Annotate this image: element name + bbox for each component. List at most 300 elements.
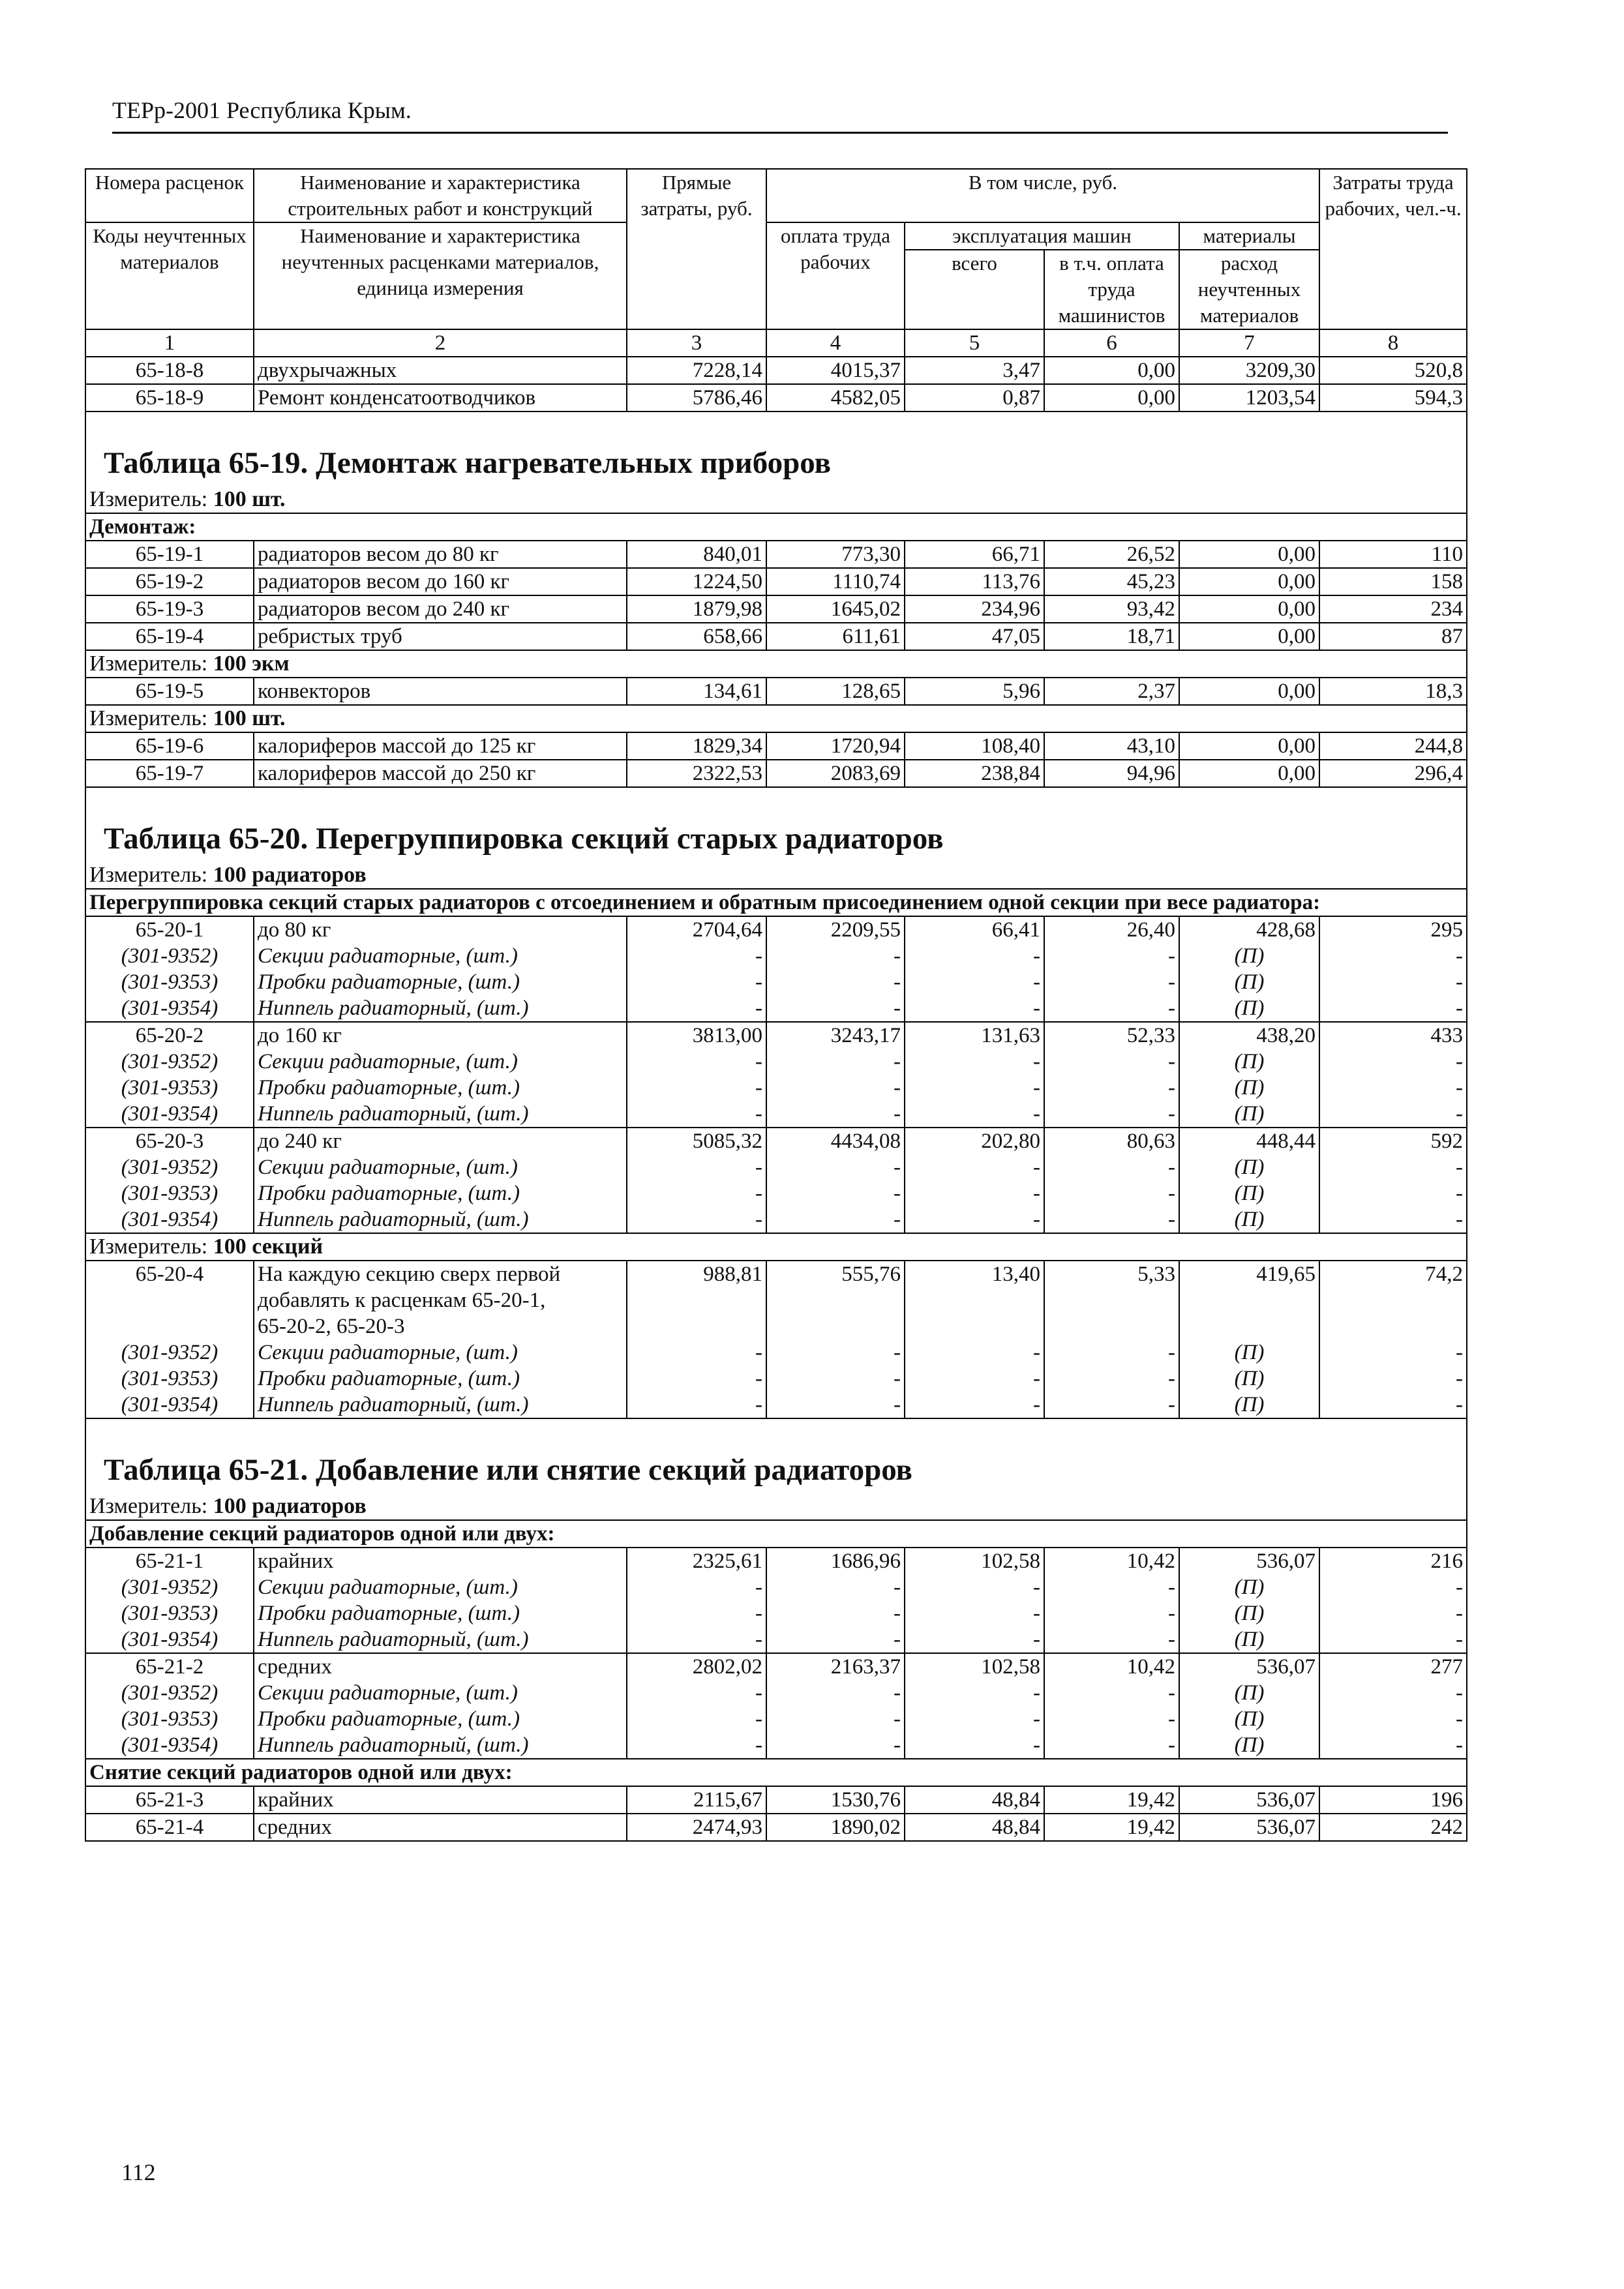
dash-value: - <box>766 1180 905 1206</box>
rate-value: 773,30 <box>766 541 905 568</box>
material-code: (301-9352) <box>85 1049 254 1075</box>
rate-value: 19,42 <box>1044 1814 1179 1841</box>
material-row <box>85 1075 1467 1101</box>
dash-value: - <box>766 1732 905 1759</box>
rate-value: 10,42 <box>1044 1548 1179 1574</box>
rate-name: ребристых труб <box>254 623 627 650</box>
dash-value: - <box>1319 1206 1467 1233</box>
dash-value: - <box>1319 1732 1467 1759</box>
page-number: 112 <box>121 2159 156 2185</box>
material-mark: (П) <box>1179 1680 1319 1706</box>
material-mark: (П) <box>1179 1154 1319 1180</box>
rate-value: 94,96 <box>1044 760 1179 787</box>
material-name: Пробки радиаторные, (шт.) <box>254 969 627 995</box>
rate-name: крайних <box>254 1786 627 1814</box>
rate-value: 2083,69 <box>766 760 905 787</box>
rate-value: 0,00 <box>1179 568 1319 595</box>
dash-value: - <box>905 1680 1044 1706</box>
rate-value: 216 <box>1319 1548 1467 1574</box>
rate-value: 295 <box>1319 916 1467 943</box>
dash-value: - <box>905 1626 1044 1653</box>
rate-value: 5786,46 <box>627 384 766 411</box>
dash-value: - <box>1044 1392 1179 1418</box>
dash-value: - <box>766 943 905 969</box>
machines-header: эксплуатация машин <box>905 222 1179 250</box>
rates-table <box>85 168 1467 1842</box>
material-code: (301-9352) <box>85 1680 254 1706</box>
rate-value: 0,00 <box>1044 384 1179 411</box>
rate-value: 5085,32 <box>627 1128 766 1154</box>
material-row <box>85 1154 1467 1180</box>
rate-value: 2163,37 <box>766 1653 905 1680</box>
dash-value: - <box>1044 1574 1179 1600</box>
rate-value: 234,96 <box>905 595 1044 623</box>
dash-value: - <box>1319 1706 1467 1732</box>
rate-value: 428,68 <box>1179 916 1319 943</box>
material-row <box>85 943 1467 969</box>
material-name: Секции радиаторные, (шт.) <box>254 1339 627 1366</box>
material-code: (301-9353) <box>85 1366 254 1392</box>
measure-label: Измеритель: <box>89 863 208 887</box>
rate-name: конвекторов <box>254 678 627 705</box>
rate-value: 48,84 <box>905 1786 1044 1814</box>
material-row <box>85 995 1467 1022</box>
rate-value: 102,58 <box>905 1653 1044 1680</box>
rate-value: 110 <box>1319 541 1467 568</box>
rate-value: 26,40 <box>1044 916 1179 943</box>
rate-value: 5,96 <box>905 678 1044 705</box>
material-name: Ниппель радиаторный, (шт.) <box>254 1206 627 1233</box>
rate-value: 1645,02 <box>766 595 905 623</box>
material-code: (301-9352) <box>85 1339 254 1366</box>
dash-value: - <box>1044 1366 1179 1392</box>
rate-value: 658,66 <box>627 623 766 650</box>
dash-value: - <box>1044 995 1179 1022</box>
measure-value: 100 шт. <box>213 487 286 511</box>
measure-label: Измеритель: <box>89 1494 208 1518</box>
measure-row <box>85 862 1467 889</box>
dash-value: - <box>1319 1366 1467 1392</box>
rate-name <box>254 1261 627 1339</box>
dash-value: - <box>766 995 905 1022</box>
measure-value: 100 секций <box>213 1234 323 1259</box>
rate-value: 102,58 <box>905 1548 1044 1574</box>
dash-value: - <box>905 1706 1044 1732</box>
material-row <box>85 969 1467 995</box>
rate-name: средних <box>254 1814 627 1841</box>
material-code: (301-9353) <box>85 969 254 995</box>
dash-value: - <box>627 995 766 1022</box>
rate-value: 158 <box>1319 568 1467 595</box>
table-row <box>85 1814 1467 1841</box>
material-code: (301-9354) <box>85 1206 254 1233</box>
rate-value: 0,00 <box>1179 678 1319 705</box>
material-mark: (П) <box>1179 969 1319 995</box>
rate-value: 66,41 <box>905 916 1044 943</box>
rate-value: 2115,67 <box>627 1786 766 1814</box>
rate-value: 196 <box>1319 1786 1467 1814</box>
rate-value: 202,80 <box>905 1128 1044 1154</box>
dash-value: - <box>627 1206 766 1233</box>
material-mark: (П) <box>1179 1206 1319 1233</box>
rate-value: 2209,55 <box>766 916 905 943</box>
measure-label: Измеритель: <box>89 487 208 511</box>
dash-value: - <box>766 1339 905 1366</box>
dash-value: - <box>627 1600 766 1626</box>
dash-value: - <box>905 995 1044 1022</box>
table-row <box>85 1261 1467 1339</box>
table-row <box>85 760 1467 787</box>
rate-name-line: добавлять к расценкам 65-20-1, <box>258 1289 546 1312</box>
material-name: Секции радиаторные, (шт.) <box>254 1049 627 1075</box>
rate-value: 611,61 <box>766 623 905 650</box>
dash-value: - <box>1044 1339 1179 1366</box>
dash-value: - <box>905 1101 1044 1128</box>
col2-top: Наименование и характеристика строительных работ и конструкций <box>254 169 627 222</box>
material-row <box>85 1600 1467 1626</box>
colnum: 6 <box>1044 329 1179 357</box>
measure-value: 100 радиаторов <box>213 1494 367 1518</box>
col1-top: Номера расценок <box>85 169 254 222</box>
material-code: (301-9354) <box>85 1101 254 1128</box>
measure-value: 100 радиаторов <box>213 863 367 887</box>
material-row <box>85 1366 1467 1392</box>
rate-value: 988,81 <box>627 1261 766 1339</box>
material-mark: (П) <box>1179 1339 1319 1366</box>
material-row <box>85 1101 1467 1128</box>
rate-value: 536,07 <box>1179 1814 1319 1841</box>
material-name: Пробки радиаторные, (шт.) <box>254 1600 627 1626</box>
dash-value: - <box>627 1101 766 1128</box>
dash-value: - <box>766 1392 905 1418</box>
table-row <box>85 541 1467 568</box>
dash-value: - <box>1319 1049 1467 1075</box>
header-rule <box>112 132 1448 134</box>
rate-value: 87 <box>1319 623 1467 650</box>
dash-value: - <box>766 1706 905 1732</box>
rate-code: 65-20-2 <box>85 1022 254 1049</box>
material-mark: (П) <box>1179 1600 1319 1626</box>
dash-value: - <box>1044 1180 1179 1206</box>
dash-value: - <box>766 1626 905 1653</box>
dash-value: - <box>627 1392 766 1418</box>
rate-value: 0,00 <box>1044 357 1179 384</box>
dash-value: - <box>1319 943 1467 969</box>
rate-value: 93,42 <box>1044 595 1179 623</box>
dash-value: - <box>766 1574 905 1600</box>
measure-label: Измеритель: <box>89 1234 208 1259</box>
rate-value: 3243,17 <box>766 1022 905 1049</box>
rate-value: 113,76 <box>905 568 1044 595</box>
rate-code: 65-20-3 <box>85 1128 254 1154</box>
measure-label: Измеритель: <box>89 651 208 676</box>
rate-code: 65-18-9 <box>85 384 254 411</box>
material-row <box>85 1706 1467 1732</box>
dash-value: - <box>1319 1600 1467 1626</box>
material-row <box>85 1732 1467 1759</box>
material-name: Пробки радиаторные, (шт.) <box>254 1706 627 1732</box>
measure-row <box>85 486 1467 513</box>
table-row <box>85 1022 1467 1049</box>
col3-header: Прямые затраты, руб. <box>627 169 766 329</box>
material-code: (301-9354) <box>85 1392 254 1418</box>
dash-value: - <box>766 1075 905 1101</box>
material-row <box>85 1680 1467 1706</box>
table-row <box>85 384 1467 411</box>
rate-name-line: 65-20-2, 65-20-3 <box>258 1315 405 1338</box>
rate-name: Ремонт конденсатоотводчиков <box>254 384 627 411</box>
dash-value: - <box>627 1574 766 1600</box>
rate-value: 3209,30 <box>1179 357 1319 384</box>
section-block <box>85 411 1467 486</box>
table-row <box>85 1548 1467 1574</box>
material-name: Ниппель радиаторный, (шт.) <box>254 1392 627 1418</box>
dash-value: - <box>627 1626 766 1653</box>
rate-value: 7228,14 <box>627 357 766 384</box>
rate-value: 0,87 <box>905 384 1044 411</box>
material-code: (301-9354) <box>85 1626 254 1653</box>
dash-value: - <box>627 1366 766 1392</box>
material-row <box>85 1392 1467 1418</box>
rate-value: 66,71 <box>905 541 1044 568</box>
dash-value: - <box>627 1049 766 1075</box>
rate-value: 296,4 <box>1319 760 1467 787</box>
measure-label: Измеритель: <box>89 706 208 730</box>
rate-code: 65-18-8 <box>85 357 254 384</box>
dash-value: - <box>905 1075 1044 1101</box>
rate-code: 65-19-7 <box>85 760 254 787</box>
dash-value: - <box>627 1680 766 1706</box>
material-mark: (П) <box>1179 1049 1319 1075</box>
dash-value: - <box>1044 1075 1179 1101</box>
rate-value: 45,23 <box>1044 568 1179 595</box>
colnum: 7 <box>1179 329 1319 357</box>
rate-code: 65-21-2 <box>85 1653 254 1680</box>
col1-bottom: Коды неучтенных материалов <box>85 222 254 329</box>
dash-value: - <box>905 1049 1044 1075</box>
dash-value: - <box>1044 1206 1179 1233</box>
rate-value: 0,00 <box>1179 595 1319 623</box>
rate-value: 19,42 <box>1044 1786 1179 1814</box>
rate-value: 433 <box>1319 1022 1467 1049</box>
table-row <box>85 568 1467 595</box>
dash-value: - <box>905 1366 1044 1392</box>
dash-value: - <box>1319 1626 1467 1653</box>
dash-value: - <box>627 1075 766 1101</box>
rate-name: до 80 кг <box>254 916 627 943</box>
material-name: Ниппель радиаторный, (шт.) <box>254 1101 627 1128</box>
subheader-row: Добавление секций радиаторов одной или двух: <box>85 1520 1467 1548</box>
material-code: (301-9353) <box>85 1180 254 1206</box>
rate-value: 18,71 <box>1044 623 1179 650</box>
table-row <box>85 678 1467 705</box>
material-mark: (П) <box>1179 995 1319 1022</box>
rate-value: 48,84 <box>905 1814 1044 1841</box>
dash-value: - <box>1319 969 1467 995</box>
dash-value: - <box>1319 995 1467 1022</box>
rate-name-line: На каждую секцию сверх первой <box>258 1263 561 1286</box>
rate-value: 234 <box>1319 595 1467 623</box>
rate-value: 1686,96 <box>766 1548 905 1574</box>
material-mark: (П) <box>1179 1075 1319 1101</box>
rate-value: 131,63 <box>905 1022 1044 1049</box>
rate-value: 47,05 <box>905 623 1044 650</box>
dash-value: - <box>1044 1732 1179 1759</box>
rate-value: 0,00 <box>1179 760 1319 787</box>
dash-value: - <box>766 1049 905 1075</box>
rate-code: 65-19-1 <box>85 541 254 568</box>
rate-value: 4434,08 <box>766 1128 905 1154</box>
material-row <box>85 1180 1467 1206</box>
rate-value: 80,63 <box>1044 1128 1179 1154</box>
rate-value: 43,10 <box>1044 732 1179 760</box>
material-name: Секции радиаторные, (шт.) <box>254 943 627 969</box>
dash-value: - <box>1044 1706 1179 1732</box>
dash-value: - <box>905 1339 1044 1366</box>
dash-value: - <box>1044 969 1179 995</box>
rate-code: 65-19-6 <box>85 732 254 760</box>
rate-value: 0,00 <box>1179 623 1319 650</box>
dash-value: - <box>1044 1600 1179 1626</box>
colnum: 5 <box>905 329 1044 357</box>
material-row <box>85 1339 1467 1366</box>
rate-name: до 160 кг <box>254 1022 627 1049</box>
table-row <box>85 595 1467 623</box>
material-mark: (П) <box>1179 1732 1319 1759</box>
section-block <box>85 1418 1467 1493</box>
colnum: 1 <box>85 329 254 357</box>
dash-value: - <box>1044 1101 1179 1128</box>
material-mark: (П) <box>1179 1574 1319 1600</box>
rate-value: 1224,50 <box>627 568 766 595</box>
rate-value: 4015,37 <box>766 357 905 384</box>
rate-name: крайних <box>254 1548 627 1574</box>
table-row <box>85 623 1467 650</box>
dash-value: - <box>1319 1392 1467 1418</box>
material-code: (301-9352) <box>85 943 254 969</box>
table-row <box>85 732 1467 760</box>
rate-value: 536,07 <box>1179 1548 1319 1574</box>
dash-value: - <box>1044 1680 1179 1706</box>
material-name: Секции радиаторные, (шт.) <box>254 1154 627 1180</box>
material-name: Секции радиаторные, (шт.) <box>254 1574 627 1600</box>
rate-value: 10,42 <box>1044 1653 1179 1680</box>
dash-value: - <box>766 969 905 995</box>
dash-value: - <box>627 943 766 969</box>
rate-name: радиаторов весом до 240 кг <box>254 595 627 623</box>
rate-value: 3813,00 <box>627 1022 766 1049</box>
dash-value: - <box>627 1339 766 1366</box>
material-mark: (П) <box>1179 1101 1319 1128</box>
rate-value: 242 <box>1319 1814 1467 1841</box>
table-title: Таблица 65-21. Добавление или снятие секций радиаторов <box>104 1453 912 1487</box>
col4-header: оплата труда рабочих <box>766 222 905 329</box>
measure-row <box>85 705 1467 732</box>
col5-header: всего <box>905 250 1044 329</box>
dash-value: - <box>1044 1626 1179 1653</box>
colnum: 3 <box>627 329 766 357</box>
dash-value: - <box>766 1101 905 1128</box>
material-code: (301-9354) <box>85 995 254 1022</box>
rate-value: 419,65 <box>1179 1261 1319 1339</box>
rate-value: 2802,02 <box>627 1653 766 1680</box>
dash-value: - <box>905 1574 1044 1600</box>
rate-value: 594,3 <box>1319 384 1467 411</box>
dash-value: - <box>1044 1049 1179 1075</box>
material-name: Ниппель радиаторный, (шт.) <box>254 995 627 1022</box>
dash-value: - <box>1319 1680 1467 1706</box>
material-name: Ниппель радиаторный, (шт.) <box>254 1732 627 1759</box>
rate-value: 108,40 <box>905 732 1044 760</box>
table-row <box>85 1128 1467 1154</box>
material-mark: (П) <box>1179 1392 1319 1418</box>
materials-header: материалы <box>1179 222 1319 250</box>
rate-value: 13,40 <box>905 1261 1044 1339</box>
table-row <box>85 1653 1467 1680</box>
dash-value: - <box>1319 1101 1467 1128</box>
rate-value: 238,84 <box>905 760 1044 787</box>
material-row <box>85 1049 1467 1075</box>
rate-value: 438,20 <box>1179 1022 1319 1049</box>
dash-value: - <box>1319 1574 1467 1600</box>
material-name: Пробки радиаторные, (шт.) <box>254 1366 627 1392</box>
material-code: (301-9352) <box>85 1574 254 1600</box>
dash-value: - <box>766 1154 905 1180</box>
rate-value: 448,44 <box>1179 1128 1319 1154</box>
table-title: Таблица 65-19. Демонтаж нагревательных приборов <box>104 446 831 480</box>
rate-value: 1110,74 <box>766 568 905 595</box>
rate-value: 1203,54 <box>1179 384 1319 411</box>
measure-row <box>85 650 1467 678</box>
dash-value: - <box>1044 943 1179 969</box>
dash-value: - <box>1319 1180 1467 1206</box>
rate-value: 1890,02 <box>766 1814 905 1841</box>
dash-value: - <box>905 1600 1044 1626</box>
dash-value: - <box>627 1706 766 1732</box>
dash-value: - <box>766 1600 905 1626</box>
dash-value: - <box>1319 1339 1467 1366</box>
material-code: (301-9354) <box>85 1732 254 1759</box>
rate-value: 0,00 <box>1179 541 1319 568</box>
dash-value: - <box>766 1366 905 1392</box>
measure-row <box>85 1493 1467 1520</box>
material-name: Пробки радиаторные, (шт.) <box>254 1075 627 1101</box>
col6-header: в т.ч. оплата труда машинистов <box>1044 250 1179 329</box>
rate-value: 134,61 <box>627 678 766 705</box>
rate-value: 536,07 <box>1179 1786 1319 1814</box>
rate-code: 65-19-2 <box>85 568 254 595</box>
dash-value: - <box>1319 1154 1467 1180</box>
rate-value: 128,65 <box>766 678 905 705</box>
rate-value: 3,47 <box>905 357 1044 384</box>
material-code: (301-9353) <box>85 1075 254 1101</box>
dash-value: - <box>1319 1075 1467 1101</box>
rate-value: 2474,93 <box>627 1814 766 1841</box>
rate-value: 52,33 <box>1044 1022 1179 1049</box>
rate-name: средних <box>254 1653 627 1680</box>
rate-value: 74,2 <box>1319 1261 1467 1339</box>
rate-code: 65-21-3 <box>85 1786 254 1814</box>
dash-value: - <box>905 969 1044 995</box>
rate-value: 2,37 <box>1044 678 1179 705</box>
col2-bottom: Наименование и характеристика неучтенных расценками материалов, единица измерения <box>254 222 627 329</box>
rate-value: 2322,53 <box>627 760 766 787</box>
dash-value: - <box>627 969 766 995</box>
rate-name: до 240 кг <box>254 1128 627 1154</box>
table-row <box>85 916 1467 943</box>
rate-code: 65-19-3 <box>85 595 254 623</box>
rate-value: 1530,76 <box>766 1786 905 1814</box>
